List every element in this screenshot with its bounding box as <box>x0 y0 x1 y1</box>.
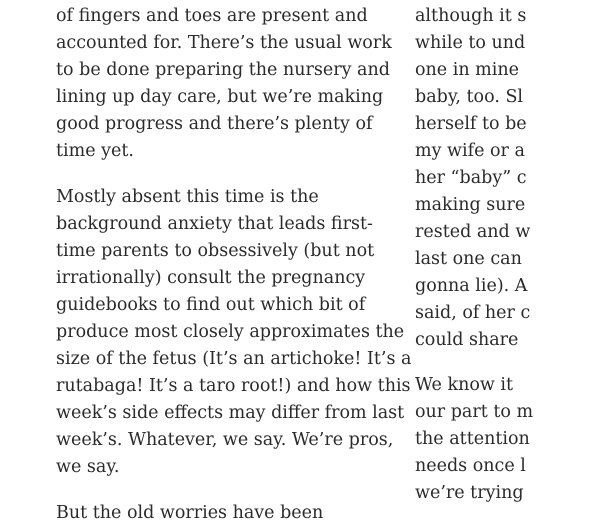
text-line: needs once l <box>415 456 526 476</box>
text-line: of fingers and toes are present and <box>56 6 368 26</box>
text-line: guidebooks to find out which bit of <box>56 295 366 315</box>
text-line: rutabaga! It’s a taro root!) and how this <box>56 376 411 396</box>
text-line: last one can <box>415 249 522 269</box>
text-line: her “baby” c <box>415 168 527 188</box>
text-line: to be done preparing the nursery and <box>56 60 390 80</box>
text-line: background anxiety that leads first- <box>56 214 373 234</box>
text-line: Mostly absent this time is the <box>56 187 319 207</box>
text-line: week’s. Whatever, we say. We’re pros, <box>56 430 394 450</box>
text-line: baby, too. Sl <box>415 87 524 107</box>
text-line: size of the fetus (It’s an artichoke! It’s a <box>56 349 412 369</box>
text-line: could share <box>415 330 519 350</box>
text-line: herself to be <box>415 114 527 134</box>
text-line: making sure <box>415 195 526 215</box>
text-line: said, of her c <box>415 303 531 323</box>
text-line: good progress and there’s plenty of <box>56 114 373 134</box>
text-line: time parents to obsessively (but not <box>56 241 375 261</box>
text-line: irrationally) consult the pregnancy <box>56 268 366 288</box>
text-line: accounted for. There’s the usual work <box>56 33 392 53</box>
text-line: gonna lie). A <box>415 276 528 296</box>
text-line: week’s side effects may differ from last <box>56 403 405 423</box>
text-line: although it s <box>415 6 527 26</box>
text-line: while to und <box>415 33 526 53</box>
text-line: produce most closely approximates the <box>56 322 405 342</box>
text-line: my wife or a <box>415 141 525 161</box>
text-line: We know it <box>415 375 514 395</box>
text-line: time yet. <box>56 141 134 161</box>
text-line: lining up day care, but we’re making <box>56 87 384 107</box>
text-line: our part to m <box>415 402 534 422</box>
text-line: one in mine <box>415 60 519 80</box>
text-line: we’re trying <box>415 483 524 503</box>
text-line: the attention <box>415 429 530 449</box>
text-line: But the old worries have been <box>56 503 324 523</box>
text-line: we say. <box>56 457 120 477</box>
text-line: rested and w <box>415 222 531 242</box>
